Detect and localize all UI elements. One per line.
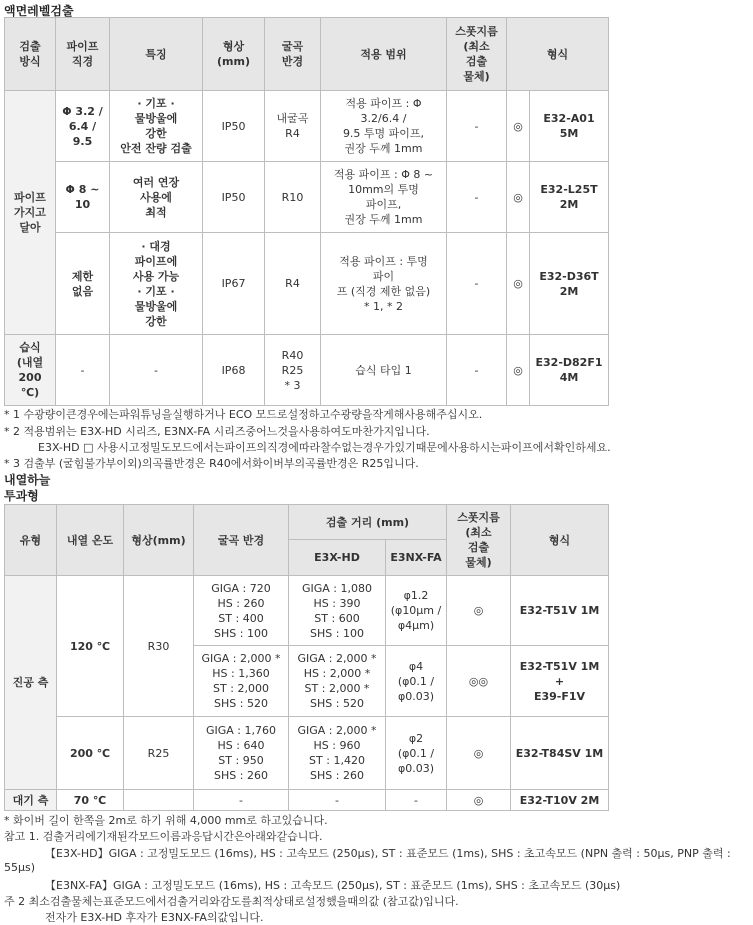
shape-cell: IP68 <box>203 335 265 406</box>
col-range: 적용 범위 <box>321 18 447 91</box>
double-circle-icon: ◎ <box>507 335 530 406</box>
temp-cell: 120 ℃ <box>57 576 124 717</box>
double-circle-icon: ◎ <box>507 162 530 233</box>
bend-cell: 내굴곡 R4 <box>265 91 321 162</box>
col-model: 형식 <box>511 505 609 576</box>
diameter-cell: 제한 없음 <box>56 233 110 335</box>
e3x-cell: GIGA : 1,080 HS : 390 ST : 600 SHS : 100 <box>289 576 386 646</box>
shape-cell: IP50 <box>203 91 265 162</box>
bend-cell: - <box>194 790 289 811</box>
vacuum-side-cell: 진공 측 <box>5 576 57 790</box>
feature-cell: - <box>110 335 203 406</box>
col-feature: 특징 <box>110 18 203 91</box>
col-spot: 스폿지름 (최소 검출 물체) <box>447 18 507 91</box>
range-cell: 습식 타입 1 <box>321 335 447 406</box>
double-circle-icon: ◎ <box>507 233 530 335</box>
bend-cell: R10 <box>265 162 321 233</box>
shape-cell: R25 <box>124 717 194 790</box>
range-cell: 적용 파이프 : 투명 파이 프 (직경 제한 없음) * 1, * 2 <box>321 233 447 335</box>
model-cell: E32-D82F1 4M <box>530 335 609 406</box>
col-shape: 형상 (mm) <box>203 18 265 91</box>
table-row <box>5 91 609 162</box>
note-2-min-object: 주 2 최소검출물체는표준모드에서검출거리와감도를최적상태로설정했을때의값 (참고값)입니다. <box>4 895 459 908</box>
col-method: 검출 방식 <box>5 18 56 91</box>
table-header-row <box>5 18 609 91</box>
bend-cell: R40 R25 * 3 <box>265 335 321 406</box>
liquid-level-table <box>4 17 609 406</box>
col-detect-distance: 검출 거리 (mm) <box>289 505 447 540</box>
col-spot: 스폿지름 (최소 검출 물체) <box>447 505 511 576</box>
double-circle-icon: ◎ <box>507 91 530 162</box>
spot-cell: - <box>447 162 507 233</box>
table-header-row <box>5 505 609 540</box>
atmosphere-side-cell: 대기 측 <box>5 790 57 811</box>
method-pipe-cell: 파이프 가지고 달아 <box>5 91 56 335</box>
note-2-values: 전자가 E3X-HD 후자가 E3NX-FA의값입니다. <box>45 911 264 924</box>
col-pipe-diameter: 파이프 직경 <box>56 18 110 91</box>
e3nx-cell: φ2 (φ0.1 / φ0.03) <box>386 717 447 790</box>
double-circle-icon: ◎◎ <box>447 646 511 717</box>
e3x-cell: GIGA : 2,000 * HS : 960 ST : 1,420 SHS : 260 <box>289 717 386 790</box>
col-e3nx-fa: E3NX-FA <box>386 540 447 576</box>
footnote-3: * 3 검출부 (굴힘불가부이외)의곡률반경은 R40에서화이버부의곡률반경은 R25입니다. <box>4 457 419 470</box>
shape-cell: R30 <box>124 576 194 717</box>
model-cell: E32-T10V 2M <box>511 790 609 811</box>
double-circle-icon: ◎ <box>447 576 511 646</box>
col-model: 형식 <box>507 18 609 91</box>
section-subtitle-through-beam: 투과형 <box>4 489 39 503</box>
bend-cell: R4 <box>265 233 321 335</box>
diameter-cell: Φ 3.2 / 6.4 / 9.5 <box>56 91 110 162</box>
col-shape: 형상(mm) <box>124 505 194 576</box>
double-circle-icon: ◎ <box>447 717 511 790</box>
diameter-cell: Φ 8 ~ 10 <box>56 162 110 233</box>
col-type: 유형 <box>5 505 57 576</box>
table-row <box>5 790 609 811</box>
feature-cell: 여러 연장 사용에 최적 <box>110 162 203 233</box>
shape-cell <box>124 790 194 811</box>
method-wet-cell: 습식 (내열 200 ℃) <box>5 335 56 406</box>
spot-cell: - <box>447 233 507 335</box>
col-heat-temp: 내열 온도 <box>57 505 124 576</box>
e3x-cell: - <box>289 790 386 811</box>
table-row <box>5 233 609 335</box>
diameter-cell: - <box>56 335 110 406</box>
table-row <box>5 162 609 233</box>
col-e3x-hd: E3X-HD <box>289 540 386 576</box>
model-cell: E32-T84SV 1M <box>511 717 609 790</box>
bend-cell: GIGA : 720 HS : 260 ST : 400 SHS : 100 <box>194 576 289 646</box>
model-cell: E32-T51V 1M + E39-F1V <box>511 646 609 717</box>
e3nx-cell: φ1.2 (φ10μm / φ4μm) <box>386 576 447 646</box>
table-row <box>5 335 609 406</box>
bend-cell: GIGA : 2,000 * HS : 1,360 ST : 2,000 SHS : 520 <box>194 646 289 717</box>
section-title-heat-resistant: 내열하늘 <box>4 473 51 487</box>
table-row <box>5 717 609 790</box>
note-e3nx-modes: 【E3NX-FA】GIGA : 고정밀도모드 (16ms), HS : 고속모드 (250μs), ST : 표준모드 (1ms), SHS : 초고속모드 (30μs) <box>45 879 621 892</box>
footnote-1: * 1 수광량이큰경우에는파워튜닝을실행하거나 ECO 모드로설정하고수광량을작게해사용해주십시오. <box>4 408 483 421</box>
model-cell: E32-L25T 2M <box>530 162 609 233</box>
model-cell: E32-A01 5M <box>530 91 609 162</box>
e3nx-cell: φ4 (φ0.1 / φ0.03) <box>386 646 447 717</box>
col-bend-radius: 굴곡 반경 <box>265 18 321 91</box>
heat-resistant-table <box>4 504 609 811</box>
footnote-2: * 2 적용범위는 E3X-HD 시리즈, E3NX-FA 시리즈중어느것을사용하여도마찬가지입니다. <box>4 425 430 438</box>
feature-cell: · 기포 · 물방울에 강한 안전 잔량 검출 <box>110 91 203 162</box>
note-e3x-modes: 【E3X-HD】GIGA : 고정밀도모드 (16ms), HS : 고속모드 (250μs), ST : 표준모드 (1ms), SHS : 초고속모드 (NPN 출력 : 50μs, PNP 출력 : <box>45 847 731 860</box>
e3x-cell: GIGA : 2,000 * HS : 2,000 * ST : 2,000 * SHS : 520 <box>289 646 386 717</box>
bend-cell: GIGA : 1,760 HS : 640 ST : 950 SHS : 260 <box>194 717 289 790</box>
range-cell: 적용 파이프 : Φ 8 ~ 10mm의 투명 파이프, 권장 두께 1mm <box>321 162 447 233</box>
spot-cell: - <box>447 91 507 162</box>
note-reference-1: 참고 1. 검출거리에기재된각모드이름과응답시간은아래와같습니다. <box>4 830 323 843</box>
model-cell: E32-D36T 2M <box>530 233 609 335</box>
feature-cell: · 대경 파이프에 사용 가능 · 기포 · 물방울에 강한 <box>110 233 203 335</box>
temp-cell: 200 ℃ <box>57 717 124 790</box>
e3nx-cell: - <box>386 790 447 811</box>
section-title-liquid-level: 액면레벨검출 <box>4 4 74 18</box>
spot-cell: - <box>447 335 507 406</box>
temp-cell: 70 ℃ <box>57 790 124 811</box>
model-cell: E32-T51V 1M <box>511 576 609 646</box>
note-e3x-modes-cont: 55μs) <box>4 861 36 874</box>
table-row <box>5 576 609 646</box>
double-circle-icon: ◎ <box>447 790 511 811</box>
range-cell: 적용 파이프 : Φ 3.2/6.4 / 9.5 투명 파이프, 권장 두께 1mm <box>321 91 447 162</box>
col-bend-radius: 굴곡 반경 <box>194 505 289 576</box>
shape-cell: IP50 <box>203 162 265 233</box>
footnote-2-detail: E3X-HD □ 사용시고정밀도모드에서는파이프의직경에따라찰수없는경우가있기때문에사용하시는파이프에서확인하세요. <box>38 441 611 454</box>
shape-cell: IP67 <box>203 233 265 335</box>
note-fiber-length: * 화이버 길이 한쪽을 2m로 하기 위해 4,000 mm로 하고있습니다. <box>4 814 328 827</box>
